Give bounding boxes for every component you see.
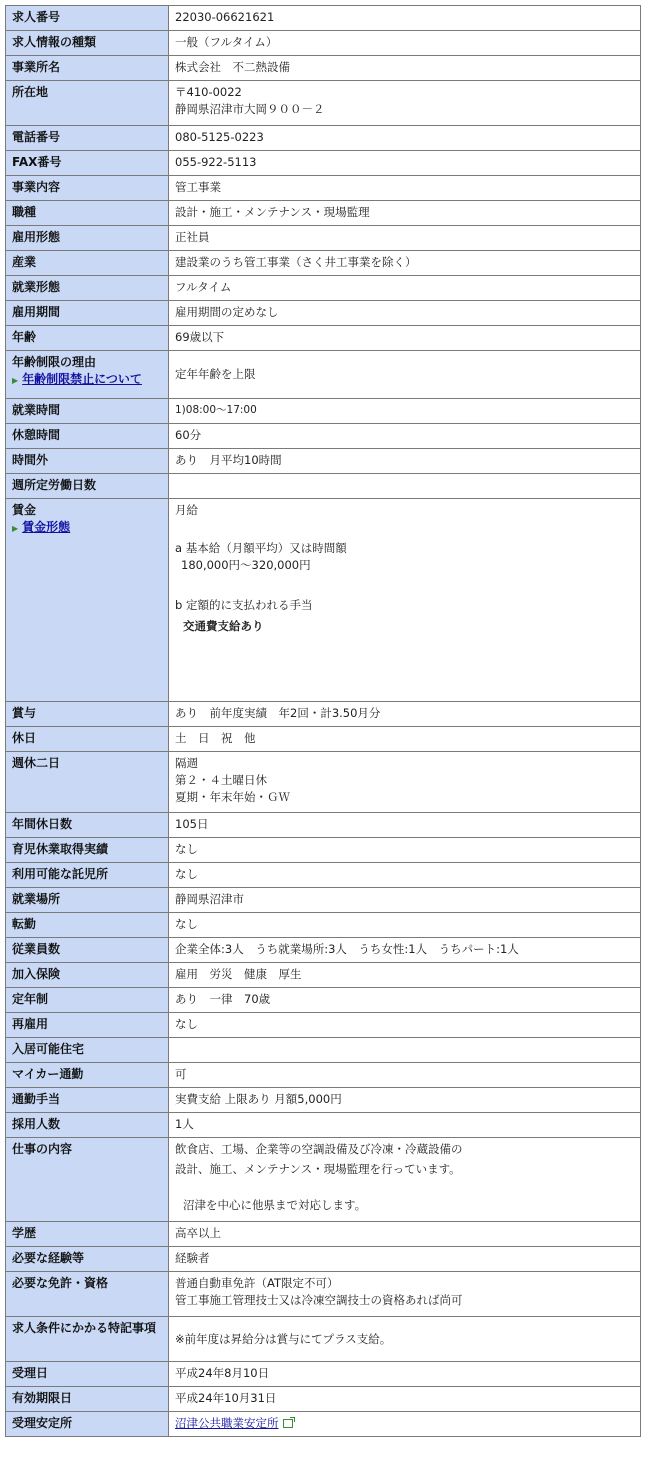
- row-company: [6, 56, 641, 81]
- row-occupation: [6, 201, 641, 226]
- wage-title: 賃金: [12, 503, 37, 517]
- wage-b-value: 交通費支給あり: [183, 619, 264, 633]
- job-desc-line2: 設計、施工、メンテナンス・現場監理を行っています。: [175, 1162, 461, 1176]
- wage-type-link[interactable]: 賃金形態: [22, 520, 71, 534]
- value-address: [169, 81, 641, 126]
- age-limit-link-row: [12, 371, 163, 389]
- value-work-hours: 1)08:00～17:00: [169, 399, 641, 424]
- value-employment-type: 正社員: [169, 226, 641, 251]
- value-overtime: あり 月平均10時間: [169, 449, 641, 474]
- label-reemployment: 再雇用: [6, 1013, 169, 1038]
- job-desc-line1: 飲食店、工場、企業等の空調設備及び冷凍・冷蔵設備の: [175, 1142, 463, 1156]
- label-bonus: 賞与: [6, 702, 169, 727]
- value-weekly-days: [169, 474, 641, 499]
- row-work-hours: [6, 399, 641, 424]
- label-address: 所在地: [6, 81, 169, 126]
- value-office: [169, 1412, 641, 1437]
- label-workplace: 就業場所: [6, 888, 169, 913]
- label-special-notes: 求人条件にかかる特記事項: [6, 1317, 169, 1362]
- two-day-off-line3: 夏期・年末年始・ＧＷ: [175, 790, 290, 804]
- row-fax: [6, 151, 641, 176]
- label-annual-holidays: 年間休日数: [6, 813, 169, 838]
- label-expiry: 有効期限日: [6, 1387, 169, 1412]
- value-housing: [169, 1038, 641, 1063]
- age-reason-title: 年齢制限の理由: [12, 355, 97, 369]
- office-link[interactable]: 沼津公共職業安定所: [175, 1416, 279, 1430]
- label-age-reason: [6, 351, 169, 399]
- two-day-off-line1: 隔週: [175, 756, 198, 770]
- value-fax: 055-922-5113: [169, 151, 641, 176]
- row-wage: [6, 499, 641, 702]
- label-education: 学歴: [6, 1222, 169, 1247]
- value-insurance: 雇用 労災 健康 厚生: [169, 963, 641, 988]
- row-job-no: [6, 6, 641, 31]
- value-experience: 経験者: [169, 1247, 641, 1272]
- wage-b-label: b 定額的に支払われる手当: [175, 598, 313, 612]
- external-link-icon: [283, 1419, 293, 1428]
- value-education: 高卒以上: [169, 1222, 641, 1247]
- row-nursery: [6, 863, 641, 888]
- value-info-type: 一般（フルタイム）: [169, 31, 641, 56]
- label-hires: 採用人数: [6, 1113, 169, 1138]
- row-workplace: [6, 888, 641, 913]
- value-job-no: 22030-06621621: [169, 6, 641, 31]
- label-work-hours: 就業時間: [6, 399, 169, 424]
- row-two-day-off: [6, 752, 641, 813]
- label-job-desc: 仕事の内容: [6, 1138, 169, 1222]
- value-wage: [169, 499, 641, 702]
- address-line: 静岡県沼津市大岡９００－２: [175, 102, 325, 116]
- label-licenses: 必要な免許・資格: [6, 1272, 169, 1317]
- row-employees: [6, 938, 641, 963]
- wage-a-label: a 基本給（月額平均）又は時間額: [175, 541, 347, 555]
- label-industry: 産業: [6, 251, 169, 276]
- label-wage: [6, 499, 169, 702]
- label-childcare-leave: 育児休業取得実績: [6, 838, 169, 863]
- row-annual-holidays: [6, 813, 641, 838]
- row-info-type: [6, 31, 641, 56]
- value-hires: 1人: [169, 1113, 641, 1138]
- label-tel: 電話番号: [6, 126, 169, 151]
- label-commute-allowance: 通勤手当: [6, 1088, 169, 1113]
- row-overtime: [6, 449, 641, 474]
- value-two-day-off: [169, 752, 641, 813]
- row-work-type: [6, 276, 641, 301]
- label-retirement: 定年制: [6, 988, 169, 1013]
- row-tel: [6, 126, 641, 151]
- value-employees: 企業全体:3人 うち就業場所:3人 うち女性:1人 うちパート:1人: [169, 938, 641, 963]
- value-retirement: あり 一律 70歳: [169, 988, 641, 1013]
- label-work-type: 就業形態: [6, 276, 169, 301]
- job-desc-line3: 沼津を中心に他県まで対応します。: [183, 1198, 367, 1212]
- row-office: [6, 1412, 641, 1437]
- label-car-commute: マイカー通勤: [6, 1063, 169, 1088]
- label-company: 事業所名: [6, 56, 169, 81]
- label-overtime: 時間外: [6, 449, 169, 474]
- value-expiry: 平成24年10月31日: [169, 1387, 641, 1412]
- label-info-type: 求人情報の種類: [6, 31, 169, 56]
- value-industry: 建設業のうち管工事業（さく井工事業を除く）: [169, 251, 641, 276]
- row-insurance: [6, 963, 641, 988]
- value-special-notes: ※前年度は昇給分は賞与にてプラス支給。: [169, 1317, 641, 1362]
- value-tel: 080-5125-0223: [169, 126, 641, 151]
- value-company: 株式会社 不二熱設備: [169, 56, 641, 81]
- row-commute-allowance: [6, 1088, 641, 1113]
- licenses-line2: 管工事施工管理技士又は冷凍空調技士の資格あれば尚可: [175, 1293, 463, 1307]
- wage-type-link-row: [12, 519, 163, 537]
- row-reemployment: [6, 1013, 641, 1038]
- row-received: [6, 1362, 641, 1387]
- row-retirement: [6, 988, 641, 1013]
- value-employment-period: 雇用期間の定めなし: [169, 301, 641, 326]
- value-reemployment: なし: [169, 1013, 641, 1038]
- label-business: 事業内容: [6, 176, 169, 201]
- row-special-notes: [6, 1317, 641, 1362]
- row-business: [6, 176, 641, 201]
- wage-a-value: 180,000円～320,000円: [181, 558, 311, 572]
- value-nursery: なし: [169, 863, 641, 888]
- value-car-commute: 可: [169, 1063, 641, 1088]
- row-experience: [6, 1247, 641, 1272]
- value-work-type: フルタイム: [169, 276, 641, 301]
- value-annual-holidays: 105日: [169, 813, 641, 838]
- row-education: [6, 1222, 641, 1247]
- label-employment-period: 雇用期間: [6, 301, 169, 326]
- label-received: 受理日: [6, 1362, 169, 1387]
- row-housing: [6, 1038, 641, 1063]
- row-job-desc: [6, 1138, 641, 1222]
- value-transfer: なし: [169, 913, 641, 938]
- label-job-no: 求人番号: [6, 6, 169, 31]
- label-transfer: 転勤: [6, 913, 169, 938]
- label-fax: FAX番号: [6, 151, 169, 176]
- label-insurance: 加入保険: [6, 963, 169, 988]
- row-hires: [6, 1113, 641, 1138]
- value-received: 平成24年8月10日: [169, 1362, 641, 1387]
- label-break: 休憩時間: [6, 424, 169, 449]
- row-car-commute: [6, 1063, 641, 1088]
- arrow-right-icon: ▶: [12, 376, 19, 385]
- label-office: 受理安定所: [6, 1412, 169, 1437]
- row-age: [6, 326, 641, 351]
- label-occupation: 職種: [6, 201, 169, 226]
- row-employment-period: [6, 301, 641, 326]
- row-childcare-leave: [6, 838, 641, 863]
- job-detail-table: [5, 5, 641, 1437]
- row-bonus: [6, 702, 641, 727]
- age-limit-link[interactable]: 年齢制限禁止について: [22, 372, 142, 386]
- row-age-reason: [6, 351, 641, 399]
- value-commute-allowance: 実費支給 上限あり 月額5,000円: [169, 1088, 641, 1113]
- row-address: [6, 81, 641, 126]
- value-break: 60分: [169, 424, 641, 449]
- label-experience: 必要な経験等: [6, 1247, 169, 1272]
- value-business: 管工事業: [169, 176, 641, 201]
- wage-type: 月給: [175, 503, 198, 517]
- value-licenses: [169, 1272, 641, 1317]
- address-zip: 〒410-0022: [175, 85, 242, 99]
- row-employment-type: [6, 226, 641, 251]
- label-age: 年齢: [6, 326, 169, 351]
- value-holiday: 土 日 祝 他: [169, 727, 641, 752]
- value-bonus: あり 前年度実績 年2回・計3.50月分: [169, 702, 641, 727]
- row-licenses: [6, 1272, 641, 1317]
- label-two-day-off: 週休二日: [6, 752, 169, 813]
- row-expiry: [6, 1387, 641, 1412]
- arrow-right-icon: ▶: [12, 524, 19, 533]
- value-job-desc: [169, 1138, 641, 1222]
- label-employees: 従業員数: [6, 938, 169, 963]
- label-holiday: 休日: [6, 727, 169, 752]
- licenses-line1: 普通自動車免許（AT限定不可）: [175, 1276, 339, 1290]
- value-occupation: 設計・施工・メンテナンス・現場監理: [169, 201, 641, 226]
- value-age-reason: 定年年齢を上限: [169, 351, 641, 399]
- label-nursery: 利用可能な託児所: [6, 863, 169, 888]
- row-transfer: [6, 913, 641, 938]
- row-industry: [6, 251, 641, 276]
- value-age: 69歳以下: [169, 326, 641, 351]
- row-holiday: [6, 727, 641, 752]
- label-housing: 入居可能住宅: [6, 1038, 169, 1063]
- value-workplace: 静岡県沼津市: [169, 888, 641, 913]
- row-break: [6, 424, 641, 449]
- two-day-off-line2: 第２・４土曜日休: [175, 773, 267, 787]
- label-employment-type: 雇用形態: [6, 226, 169, 251]
- label-weekly-days: 週所定労働日数: [6, 474, 169, 499]
- value-childcare-leave: なし: [169, 838, 641, 863]
- row-weekly-days: [6, 474, 641, 499]
